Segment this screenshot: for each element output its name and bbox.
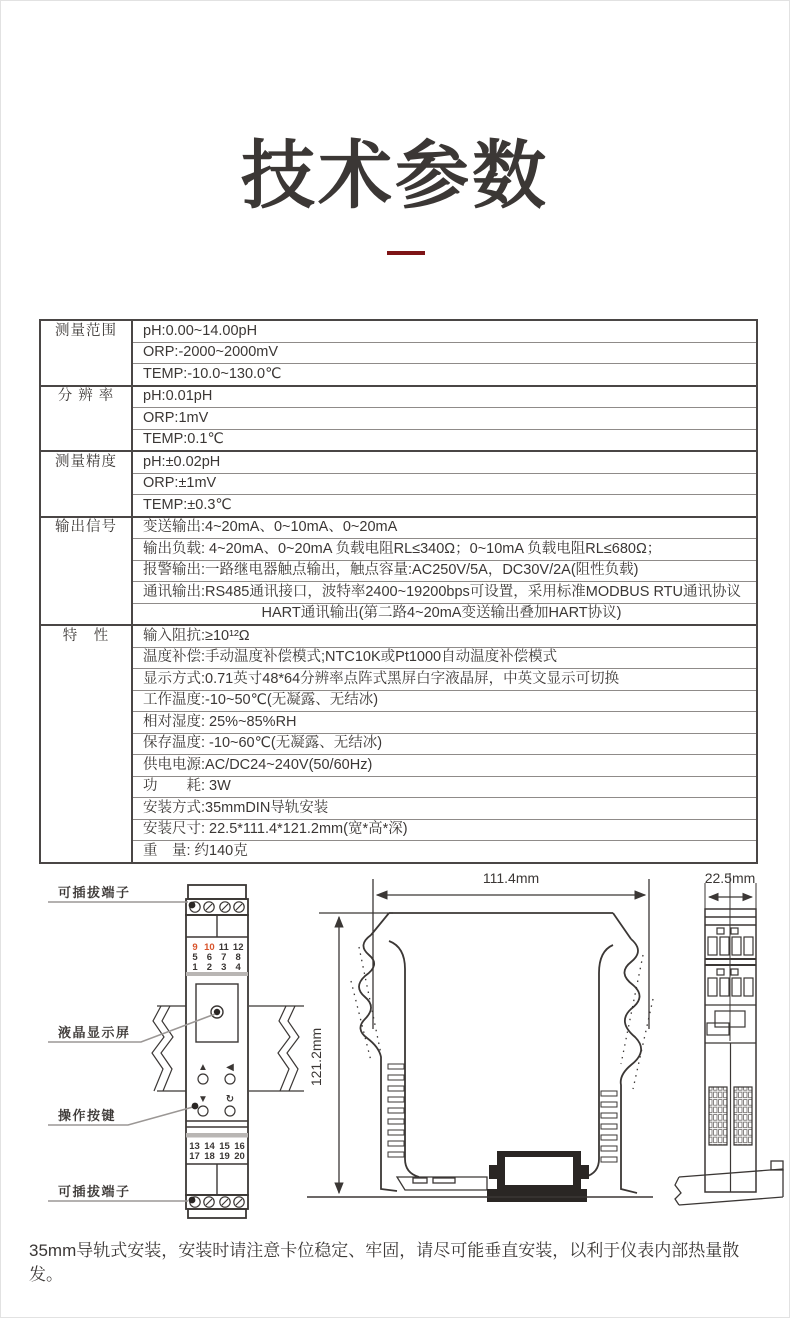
terminal-number: 2 bbox=[206, 962, 213, 973]
terminal-number: 20 bbox=[234, 1151, 245, 1162]
spec-row bbox=[40, 320, 757, 342]
spec-row bbox=[40, 342, 757, 364]
spec-row bbox=[40, 451, 757, 473]
terminal-number: 8 bbox=[235, 952, 241, 963]
terminal-number: 14 bbox=[204, 1141, 215, 1152]
dimension-depth-label: 22.5mm bbox=[704, 870, 756, 886]
terminal-number: 6 bbox=[206, 952, 213, 963]
terminal-number: 16 bbox=[234, 1141, 245, 1152]
spec-value: 相对湿度: 25%~85%RH bbox=[132, 712, 757, 734]
terminal-number: 5 bbox=[192, 952, 198, 963]
terminal-grid-bottom bbox=[189, 1141, 245, 1162]
spec-group-label: 输出信号 bbox=[40, 517, 132, 626]
terminal-number: 3 bbox=[221, 962, 227, 973]
spec-row bbox=[40, 776, 757, 798]
spec-value: 显示方式:0.71英寸48*64分辨率点阵式黑屏白字液晶屏，中英文显示可切换 bbox=[132, 669, 757, 691]
spec-value: 变送输出:4~20mA、0~10mA、0~20mA bbox=[132, 517, 757, 539]
screw-terminal-bottom-icon bbox=[190, 1197, 244, 1207]
spec-row bbox=[40, 712, 757, 734]
terminal-number: 4 bbox=[235, 962, 241, 973]
spec-row bbox=[40, 429, 757, 451]
vent-slots bbox=[388, 1064, 617, 1162]
spec-row bbox=[40, 495, 757, 517]
side-view-drawing bbox=[301, 859, 691, 1226]
spec-value: pH:±0.02pH bbox=[132, 451, 757, 473]
spec-value: HART通讯输出(第二路4~20mA变送输出叠加HART协议) bbox=[132, 603, 757, 625]
spec-value: 工作温度:-10~50℃(无凝露、无结冰) bbox=[132, 690, 757, 712]
terminal-number: 15 bbox=[219, 1141, 230, 1152]
spec-value: 报警输出:一路继电器触点输出，触点容量:AC250V/5A，DC30V/2A(阻性负载) bbox=[132, 560, 757, 582]
spec-group-label: 特 性 bbox=[40, 625, 132, 863]
terminal-number: 10 bbox=[204, 942, 215, 953]
spec-value: 通讯输出:RS485通讯接口，波特率2400~19200bps可设置，采用标准MODBUS RTU通讯协议 bbox=[132, 582, 757, 604]
front-view-drawing bbox=[36, 869, 316, 1221]
spec-group-label: 测量精度 bbox=[40, 451, 132, 517]
label-terminal-top: 可插拔端子 bbox=[58, 885, 131, 900]
terminal-number: 13 bbox=[189, 1141, 200, 1152]
terminal-number: 18 bbox=[204, 1151, 215, 1162]
screw-terminal-top-icon bbox=[190, 902, 244, 912]
din-rail-right bbox=[249, 1006, 304, 1091]
terminal-number: 11 bbox=[218, 942, 229, 953]
spec-value: 安装尺寸: 22.5*111.4*121.2mm(宽*高*深) bbox=[132, 819, 757, 841]
spec-value: ORP:-2000~2000mV bbox=[132, 342, 757, 364]
dimension-height-label: 121.2mm bbox=[308, 1027, 324, 1087]
label-terminal-bottom: 可插拔端子 bbox=[58, 1184, 131, 1199]
spec-table bbox=[39, 319, 758, 864]
spec-value: TEMP:-10.0~130.0℃ bbox=[132, 364, 757, 386]
spec-row bbox=[40, 408, 757, 430]
spec-row bbox=[40, 669, 757, 691]
spec-value: TEMP:±0.3℃ bbox=[132, 495, 757, 517]
spec-row bbox=[40, 473, 757, 495]
spec-value: 温度补偿:手动温度补偿模式;NTC10K或Pt1000自动温度补偿模式 bbox=[132, 647, 757, 669]
terminal-number: 19 bbox=[219, 1151, 230, 1162]
spec-row bbox=[40, 733, 757, 755]
terminal-number: 9 bbox=[192, 942, 198, 953]
spec-value: 输出负载: 4~20mA、0~20mA 负载电阻RL≤340Ω；0~10mA 负载电阻RL≤680Ω； bbox=[132, 539, 757, 561]
left-arrow-icon: ◀ bbox=[226, 1062, 234, 1073]
din-clip bbox=[397, 1151, 589, 1202]
spec-row bbox=[40, 364, 757, 386]
spec-row bbox=[40, 625, 757, 647]
spec-group-label: 分 辨 率 bbox=[40, 386, 132, 452]
dimension-width-label: 111.4mm bbox=[482, 870, 540, 886]
spec-row bbox=[40, 755, 757, 777]
terminal-number: 1 bbox=[192, 962, 198, 973]
spec-row bbox=[40, 539, 757, 561]
spec-value: 保存温度: -10~60℃(无凝露、无结冰) bbox=[132, 733, 757, 755]
down-arrow-icon: ▼ bbox=[198, 1094, 208, 1105]
spec-value: 重 量: 约140克 bbox=[132, 841, 757, 863]
label-operation-keys: 操作按键 bbox=[58, 1108, 117, 1123]
din-rail-end bbox=[675, 1161, 783, 1205]
spec-value: ORP:1mV bbox=[132, 408, 757, 430]
spec-value: 功 耗: 3W bbox=[132, 776, 757, 798]
din-rail-left bbox=[152, 1006, 186, 1091]
page-title: 技术参数 bbox=[241, 134, 549, 217]
spec-row bbox=[40, 690, 757, 712]
spec-row bbox=[40, 819, 757, 841]
terminal-number: 7 bbox=[221, 952, 227, 963]
spec-row bbox=[40, 386, 757, 408]
spec-value: 安装方式:35mmDIN导轨安装 bbox=[132, 798, 757, 820]
spec-value: TEMP:0.1℃ bbox=[132, 429, 757, 451]
end-view-drawing bbox=[673, 859, 790, 1226]
spec-row bbox=[40, 582, 757, 604]
vent-grid-right bbox=[734, 1087, 752, 1145]
spec-value: ORP:±1mV bbox=[132, 473, 757, 495]
terminal-number: 12 bbox=[232, 942, 244, 953]
up-arrow-icon: ▲ bbox=[198, 1062, 208, 1073]
spec-row bbox=[40, 603, 757, 625]
spec-row bbox=[40, 560, 757, 582]
spec-value: 输入阻抗:≥10¹²Ω bbox=[132, 625, 757, 647]
spec-value: 供电电源:AC/DC24~240V(50/60Hz) bbox=[132, 755, 757, 777]
spec-value: pH:0.00~14.00pH bbox=[132, 320, 757, 342]
terminal-grid-top bbox=[192, 942, 243, 973]
vent-grid-left bbox=[709, 1087, 727, 1145]
spec-row bbox=[40, 517, 757, 539]
dotted-lines bbox=[351, 947, 653, 1089]
label-lcd-screen: 液晶显示屏 bbox=[58, 1025, 131, 1040]
spec-row bbox=[40, 647, 757, 669]
spec-row bbox=[40, 798, 757, 820]
footer-note: 35mm导轨式安装，安装时请注意卡位稳定、牢固，请尽可能垂直安装，以利于仪表内部热量散发。 bbox=[29, 1241, 740, 1284]
cycle-arrow-icon: ↻ bbox=[225, 1094, 235, 1105]
terminal-number: 17 bbox=[189, 1151, 200, 1162]
spec-value: pH:0.01pH bbox=[132, 386, 757, 408]
spec-group-label: 测量范围 bbox=[40, 320, 132, 386]
title-underline bbox=[387, 251, 425, 255]
